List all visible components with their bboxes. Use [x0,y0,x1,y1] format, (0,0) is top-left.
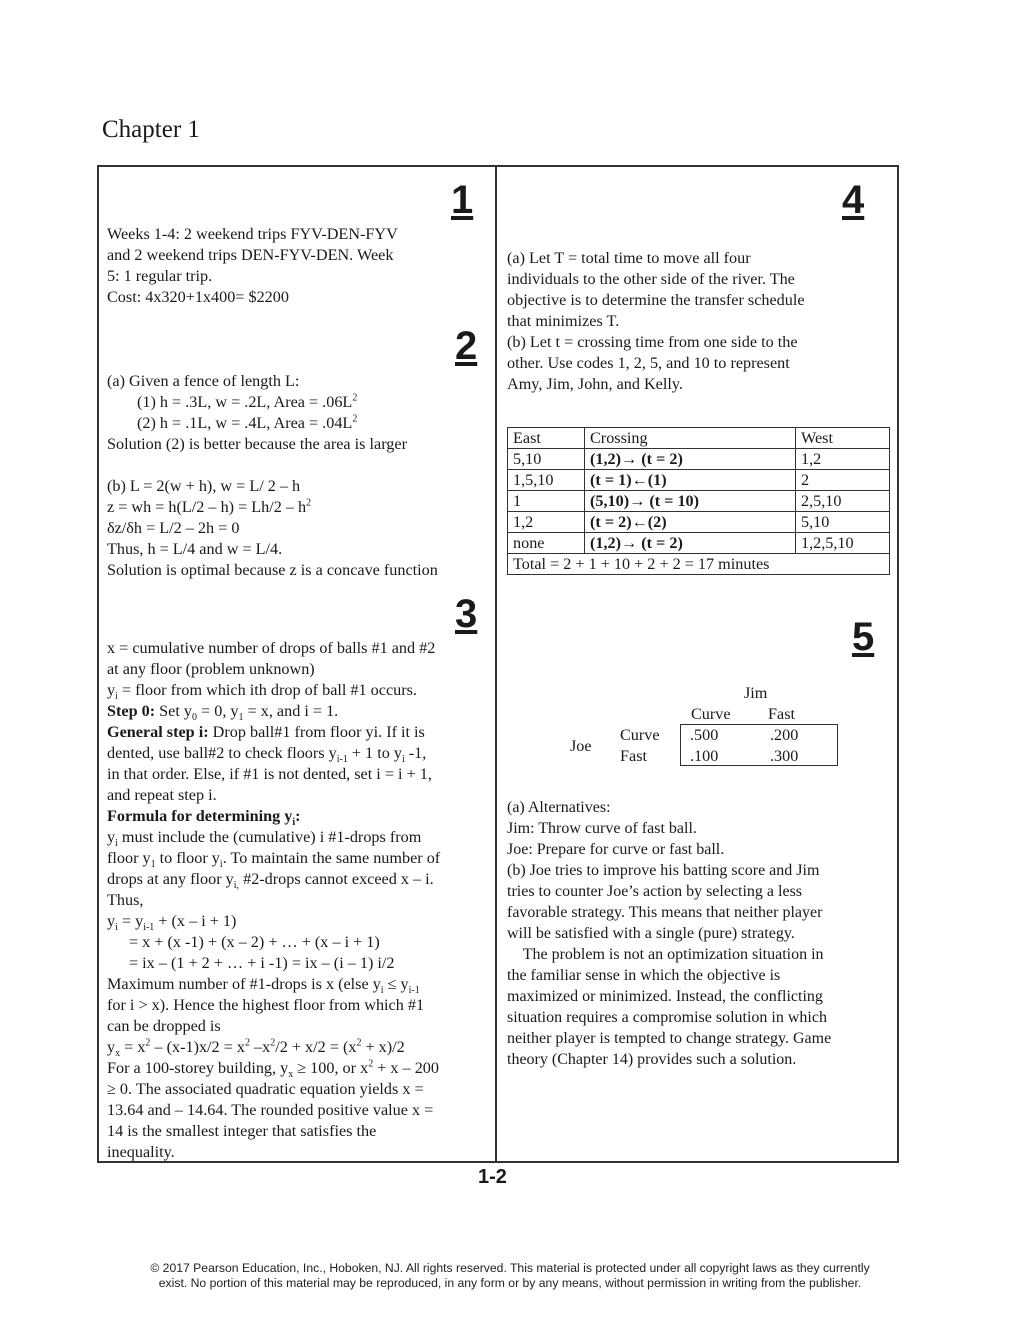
p3-formula-sub: i [219,859,223,871]
problem-number-1: 1 [451,178,474,222]
copyright-line: © 2017 Pearson Education, Inc., Hoboken, NJ. All rights reserved. This material is protected under all copyright laws as they currently [150,1261,870,1275]
p3-formula-sub: i [115,838,118,850]
p3-yx: –x [249,1038,271,1056]
chapter-heading: Chapter 1 [102,116,200,143]
table-row [508,470,890,491]
table-cell: (t = 1)←(1) [585,470,796,491]
p2-a-intro: (a) Given a fence of length L: [107,372,300,390]
p3-max: for i > x). Hence the highest floor from which #1 [107,996,425,1014]
problem-4-text [507,248,889,395]
p3-building-exp: 2 [368,1058,374,1070]
p5-line: (a) Alternatives: [507,799,611,816]
p3-step0: = x, and i = 1. [243,702,339,720]
problem-number-5: 5 [852,615,875,659]
p3-step0: = 0, y [197,702,239,720]
problem-number-3: 3 [455,592,478,636]
p3-formula: floor y [107,849,151,867]
problem-1-text [107,224,487,308]
table-cell: none [508,533,585,554]
payoff-value: .500 [690,726,719,744]
p3-yx-exp: 2 [270,1037,276,1049]
p3-formula: #2-drops cannot exceed x – i. [239,870,434,888]
p4-line: Amy, Jim, John, and Kelly. [507,375,683,393]
p3-general-label: General step i: [107,723,209,741]
problem-number-4: 4 [842,178,865,222]
table-row [508,533,890,554]
p5-line: theory (Chapter 14) provides such a solution. [507,1051,797,1068]
p5-line: The problem is not an optimization situation in [507,946,824,963]
p3-quadratic: ≥ 0. The associated quadratic equation yields x = [107,1080,424,1098]
p2-a-opt1: (1) h = .3L, w = .2L, Area = .06L [137,393,353,411]
p3-formula-colon: : [295,807,301,825]
p1-line: Weeks 1-4: 2 weekend trips FYV-DEN-FYV [107,225,398,243]
p4-line: other. Use codes 1, 2, 5, and 10 to represent [507,354,790,372]
p5-line: will be satisfied with a single (pure) strategy. [507,925,795,942]
payoff-row-label: Curve [620,726,660,744]
payoff-value: .100 [690,747,719,765]
p4-line: that minimizes T. [507,312,620,330]
p3-equation: + (x – i + 1) [154,912,237,930]
p3-building: ≥ 100, or x [293,1059,369,1077]
p1-line: Cost: 4x320+1x400= $2200 [107,288,289,306]
table-cell: 5,10 [796,512,890,533]
p3-formula: . To maintain the same number of [222,849,441,867]
p4-line: (b) Let t = crossing time from one side to the [507,333,798,351]
p5-line: situation requires a compromise solution in which [507,1009,827,1026]
p2-b-line: (b) L = 2(w + h), w = L/ 2 – h [107,477,301,495]
p5-line: favorable strategy. This means that neither player [507,904,823,921]
p3-formula: y [107,828,116,846]
p3-formula-label: Formula for determining y [107,807,293,825]
p1-line: and 2 weekend trips DEN-FYV-DEN. Week [107,246,394,264]
p3-equation: = y [117,912,144,930]
p3-general: -1, [404,744,427,762]
p3-max-sub: i [380,985,384,997]
p3-formula: drops at any floor y [107,870,234,888]
p3-general: + 1 to y [347,744,402,762]
p3-yx: = x [120,1038,146,1056]
p3-equation: y [107,912,116,930]
problem-number-2: 2 [455,324,478,368]
p3-formula-sub: i, [233,880,240,892]
problem-5-text [507,797,889,1070]
page-number: 1-2 [478,1166,507,1188]
p5-line: maximized or minimized. Instead, the conflicting [507,988,823,1005]
problem-3-text [107,638,487,1163]
table-cell: 1,5,10 [508,470,585,491]
p3-y-def-sub: i [115,691,118,703]
p3-equation-sub: i [115,922,118,934]
p2-b-line2-exp: 2 [306,497,312,509]
p3-general-sub: i [401,754,405,766]
p3-building-sub: x [288,1069,294,1081]
table-cell: 1 [508,491,585,512]
table-cell: (1,2)→ (t = 2) [585,533,796,554]
p3-yx-exp: 2 [145,1037,151,1049]
p3-yx-sub: x [115,1048,121,1060]
p3-quadratic: 13.64 and – 14.64. The rounded positive value x = [107,1101,434,1119]
p3-yx-exp: 2 [356,1037,362,1049]
crossing-header: East [508,428,585,449]
p3-step0-sub: 0 [192,712,197,724]
p3-general: and repeat step i. [107,786,217,804]
p3-x-def: x = cumulative number of drops of balls #1 and #2 [107,639,436,657]
p4-line: (a) Let T = total time to move all four [507,249,751,267]
copyright-line: exist. No portion of this material may be reproduced, in any form or by any means, without permission in writing from the publisher. [158,1276,862,1290]
p3-quadratic: inequality. [107,1143,175,1161]
table-cell: 1,2 [796,449,890,470]
table-cell: (5,10)→ (t = 10) [585,491,796,512]
table-cell: (1,2)→ (t = 2) [585,449,796,470]
crossing-total: Total = 2 + 1 + 10 + 2 + 2 = 17 minutes [508,554,890,575]
column-divider [495,165,497,1163]
table-cell: (t = 2)←(2) [585,512,796,533]
payoff-row-player: Joe [570,737,592,755]
p3-max-sub: i-1 [408,985,420,997]
table-row [508,512,890,533]
p2-a-opt1-exp: 2 [352,392,358,404]
payoff-value: .300 [770,747,799,765]
crossing-header: West [796,428,890,449]
crossing-table [507,427,890,575]
p2-b-line: δz/δh = L/2 – 2h = 0 [107,519,240,537]
table-row [508,491,890,512]
p3-building: + x – 200 [373,1059,439,1077]
table-cell: 5,10 [508,449,585,470]
table-cell: 2 [796,470,890,491]
p2-b-line: z = wh = h(L/2 – h) = Lh/2 – h [107,498,307,516]
p3-general: Drop ball#1 from floor yi. If it is [208,723,425,741]
p3-equation: = ix – (1 + 2 + … + i -1) = ix – (i – 1) i/2 [129,954,395,972]
p5-line: Jim: Throw curve of fast ball. [507,820,697,837]
crossing-total-row [508,554,890,575]
p3-y-def: = floor from which ith drop of ball #1 occurs. [117,681,417,699]
table-cell: 1,2 [508,512,585,533]
p3-max: Maximum number of #1-drops is x (else y [107,975,381,993]
p5-line: (b) Joe tries to improve his batting score and Jim [507,862,820,879]
p5-line: tries to counter Joe’s action by selecting a less [507,883,803,900]
payoff-col-label: Fast [768,705,795,723]
p3-quadratic: 14 is the smallest integer that satisfies the [107,1122,377,1140]
table-row [508,449,890,470]
crossing-header: Crossing [585,428,796,449]
table-cell: 2,5,10 [796,491,890,512]
p2-a-opt2-exp: 2 [352,413,358,425]
p5-line: neither player is tempted to change strategy. Game [507,1030,832,1047]
p3-building: For a 100-storey building, y [107,1059,289,1077]
p5-line: Joe: Prepare for curve or fast ball. [507,841,725,858]
p3-general: dented, use ball#2 to check floors y [107,744,337,762]
p4-line: individuals to the other side of the river. The [507,270,795,288]
p2-a-conclusion: Solution (2) is better because the area is larger [107,435,407,453]
p2-a-opt2: (2) h = .1L, w = .4L, Area = .04L [137,414,353,432]
p1-line: 5: 1 regular trip. [107,267,213,285]
p3-yx: y [107,1038,116,1056]
p3-formula: Thus, [107,891,144,909]
p3-x-def: at any floor (problem unknown) [107,660,315,678]
payoff-value: .200 [770,726,799,744]
p3-yx: – (x-1)x/2 = x [150,1038,245,1056]
p2-b-line: Thus, h = L/4 and w = L/4. [107,540,283,558]
p5-line: the familiar sense in which the objective is [507,967,781,984]
payoff-row-label: Fast [620,747,647,765]
payoff-col-label: Curve [691,705,731,723]
p4-line: objective is to determine the transfer schedule [507,291,805,309]
payoff-col-player: Jim [744,684,768,702]
table-cell: 1,2,5,10 [796,533,890,554]
p3-max: ≤ y [383,975,409,993]
p3-step0: Set y [155,702,192,720]
p3-formula-sub: 1 [150,859,156,871]
copyright-notice [60,1261,960,1291]
p3-yx: + x)/2 [361,1038,405,1056]
p3-yx: /2 + x/2 = (x [275,1038,357,1056]
p3-y-def: y [107,681,116,699]
p3-equation-sub: i-1 [143,922,155,934]
problem-2-text [107,371,487,581]
p3-yx-exp: 2 [244,1037,250,1049]
p3-max: can be dropped is [107,1017,221,1035]
p3-general-sub: i-1 [336,754,348,766]
p3-equation: = x + (x -1) + (x – 2) + … + (x – i + 1) [129,933,380,951]
p3-formula-sub: i [292,817,296,829]
p2-b-line: Solution is optimal because z is a concave function [107,561,438,579]
p3-formula: must include the (cumulative) i #1-drops from [117,828,422,846]
crossing-header-row [508,428,890,449]
p3-general: in that order. Else, if #1 is not dented, set i = i + 1, [107,765,432,783]
p3-formula: to floor y [155,849,220,867]
p3-step0-sub: 1 [238,712,244,724]
p3-step0-label: Step 0: [107,702,156,720]
